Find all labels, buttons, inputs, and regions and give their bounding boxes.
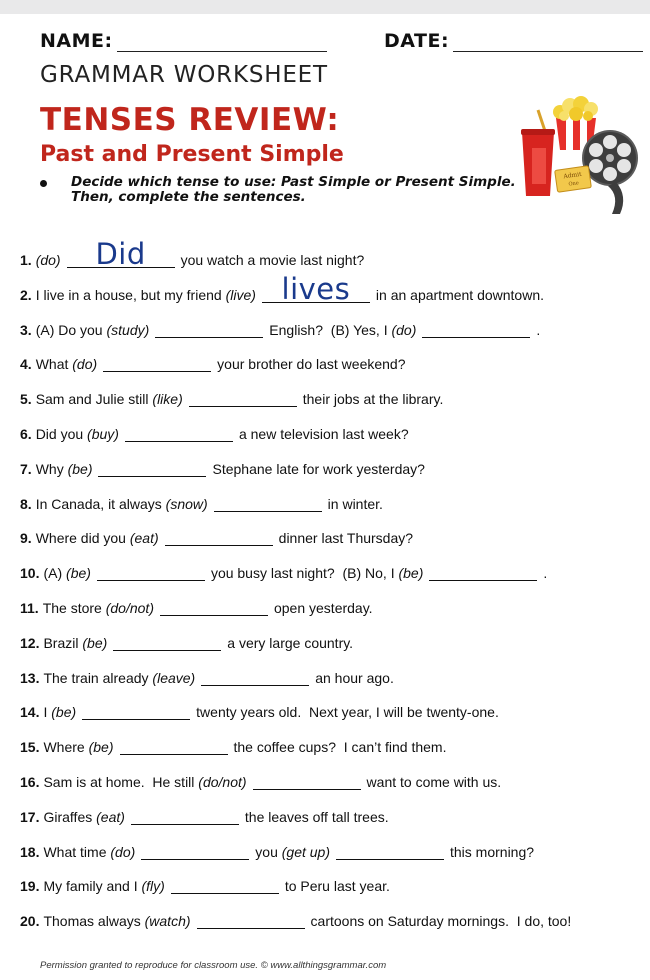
verb-hint: (fly) xyxy=(141,878,165,895)
question-text: an hour ago. xyxy=(315,669,394,686)
question-text: want to come with us. xyxy=(366,774,502,790)
question-number: 5. xyxy=(20,391,32,408)
question-text: the coffee cups? I can’t find them. xyxy=(233,739,447,756)
question-number: 16. xyxy=(20,774,40,790)
answer-blank[interactable] xyxy=(82,699,190,720)
page-title: TENSES REVIEW: xyxy=(40,102,340,138)
answer-blank[interactable] xyxy=(171,873,279,894)
question-row xyxy=(20,907,571,929)
question-text: to Peru last year. xyxy=(284,878,390,895)
question-number: 9. xyxy=(20,530,32,547)
verb-hint: (be) xyxy=(51,704,77,721)
question-text: Did you xyxy=(35,426,88,442)
verb-hint: (do) xyxy=(110,843,136,860)
question-number: 12. xyxy=(20,634,40,651)
question-text: English? (B) Yes, I xyxy=(269,321,392,338)
handwritten-answer: lives xyxy=(281,271,351,306)
instruction-line-2: Then, complete the sentences. xyxy=(71,189,306,205)
question-text: In Canada, it always xyxy=(35,495,166,512)
answer-blank[interactable] xyxy=(97,560,205,581)
answer-blank[interactable] xyxy=(197,908,305,929)
question-text: Sam is at home. He still xyxy=(43,774,199,790)
question-number: 8. xyxy=(20,495,32,512)
question-text: in an apartment downtown. xyxy=(375,286,545,303)
question-text: Where did you xyxy=(35,530,130,547)
question-row xyxy=(20,559,547,581)
question-number: 1. xyxy=(20,252,32,268)
answer-blank[interactable] xyxy=(98,456,206,477)
question-row xyxy=(20,455,425,477)
answer-blank[interactable] xyxy=(113,630,221,651)
question-number: 18. xyxy=(20,843,40,860)
question-row xyxy=(20,803,389,825)
question-number: 14. xyxy=(20,704,40,721)
question-text: . xyxy=(543,565,548,582)
answer-blank[interactable] xyxy=(422,317,530,338)
answer-blank[interactable] xyxy=(120,734,228,755)
answer-blank[interactable] xyxy=(103,351,211,372)
question-text: The train already xyxy=(43,669,153,686)
question-text: What time xyxy=(43,843,111,860)
answer-blank[interactable] xyxy=(336,839,444,860)
date-blank[interactable] xyxy=(453,33,643,52)
question-number: 17. xyxy=(20,808,40,825)
question-text: twenty years old. Next year, I will be twenty-one. xyxy=(196,704,499,721)
worksheet-title: GRAMMAR WORKSHEET xyxy=(40,62,328,88)
answer-blank[interactable] xyxy=(189,386,297,407)
date-label: DATE: xyxy=(384,30,450,52)
question-row xyxy=(20,872,390,894)
question-row xyxy=(20,237,365,271)
question-text: (A) xyxy=(43,565,67,582)
answer-blank[interactable] xyxy=(429,560,537,581)
question-text: this morning? xyxy=(450,843,535,860)
answer-blank[interactable] xyxy=(262,271,370,306)
answer-blank[interactable] xyxy=(125,421,233,442)
worksheet-page xyxy=(0,14,650,980)
name-label: NAME: xyxy=(40,30,113,52)
admit-one-ticket-icon xyxy=(555,166,592,193)
verb-hint: (eat) xyxy=(96,808,125,825)
question-text: you watch a movie last night? xyxy=(180,252,365,268)
question-number: 7. xyxy=(20,460,32,477)
answer-blank[interactable] xyxy=(141,839,249,860)
question-row xyxy=(20,698,499,720)
answer-blank[interactable] xyxy=(165,525,273,546)
verb-hint: (eat) xyxy=(129,530,159,547)
question-row xyxy=(20,629,353,651)
question-number: 6. xyxy=(20,426,32,442)
question-text: Brazil xyxy=(43,634,83,651)
question-row xyxy=(20,385,443,407)
question-text: a very large country. xyxy=(227,634,354,651)
verb-hint: (do) xyxy=(72,356,98,373)
question-text: My family and I xyxy=(43,878,142,895)
verb-hint: (do) xyxy=(35,252,61,268)
movie-clipart-icon xyxy=(516,92,640,216)
answer-blank[interactable] xyxy=(253,769,361,790)
question-text: you busy last night? (B) No, I xyxy=(210,565,399,582)
question-number: 2. xyxy=(20,286,32,303)
question-row xyxy=(20,271,545,306)
verb-hint: (be) xyxy=(82,634,108,651)
verb-hint: (do/not) xyxy=(105,600,154,616)
verb-hint: (be) xyxy=(66,565,91,582)
question-text: Stephane late for work yesterday? xyxy=(212,460,425,477)
verb-hint: (be) xyxy=(67,460,93,477)
question-number: 10. xyxy=(20,565,40,582)
verb-hint: (buy) xyxy=(87,426,119,442)
copyright-footer: Permission granted to reproduce for classroom use. © www.allthingsgrammar.com xyxy=(40,960,387,971)
question-row xyxy=(20,524,413,546)
answer-blank[interactable] xyxy=(160,595,268,616)
verb-hint: (watch) xyxy=(144,913,191,930)
question-row xyxy=(20,420,409,442)
question-text: the leaves off tall trees. xyxy=(244,808,389,825)
question-text: in winter. xyxy=(327,495,383,512)
question-number: 4. xyxy=(20,356,32,373)
question-number: 15. xyxy=(20,739,40,756)
handwritten-answer: Did xyxy=(95,237,146,271)
question-text: your brother do last weekend? xyxy=(217,356,406,373)
verb-hint: (be) xyxy=(398,565,424,582)
ticket-text-2: One xyxy=(568,180,580,188)
answer-blank[interactable] xyxy=(155,317,263,338)
question-text: cartoons on Saturday mornings. I do, too! xyxy=(310,913,572,930)
answer-blank[interactable] xyxy=(131,804,239,825)
verb-hint: (get up) xyxy=(281,843,330,860)
question-number: 19. xyxy=(20,878,40,895)
question-number: 11. xyxy=(20,600,39,616)
question-text: The store xyxy=(42,600,106,616)
question-row xyxy=(20,316,540,338)
page-subtitle: Past and Present Simple xyxy=(40,142,344,167)
verb-hint: (leave) xyxy=(152,669,196,686)
question-text: I live in a house, but my friend xyxy=(35,286,226,303)
answer-blank[interactable] xyxy=(201,665,309,686)
question-text: I xyxy=(43,704,52,721)
question-number: 13. xyxy=(20,669,40,686)
question-text: (A) Do you xyxy=(35,321,107,338)
answer-blank[interactable] xyxy=(67,237,175,271)
bullet-icon xyxy=(40,180,47,187)
question-text: dinner last Thursday? xyxy=(278,530,414,547)
question-text: Where xyxy=(43,739,89,756)
question-text: you xyxy=(255,843,282,860)
question-text: their jobs at the library. xyxy=(302,391,444,408)
drink-cup-icon xyxy=(521,110,555,196)
question-text: Giraffes xyxy=(43,808,97,825)
verb-hint: (be) xyxy=(88,739,114,756)
question-number: 20. xyxy=(20,913,40,930)
verb-hint: (do) xyxy=(391,321,417,338)
verb-hint: (snow) xyxy=(165,495,208,512)
question-row xyxy=(20,594,373,616)
answer-blank[interactable] xyxy=(214,491,322,512)
question-row xyxy=(20,664,394,686)
verb-hint: (live) xyxy=(225,286,256,303)
question-text: a new television last week? xyxy=(238,426,409,442)
verb-hint: (do/not) xyxy=(198,774,247,790)
question-text: open yesterday. xyxy=(273,600,373,616)
question-text: Sam and Julie still xyxy=(35,391,153,408)
question-text: Thomas always xyxy=(43,913,145,930)
question-row xyxy=(20,838,534,860)
name-blank[interactable] xyxy=(117,33,327,52)
question-text: . xyxy=(536,321,541,338)
question-text: What xyxy=(35,356,73,373)
question-text: Why xyxy=(35,460,68,477)
question-row xyxy=(20,768,501,790)
verb-hint: (like) xyxy=(152,391,183,408)
verb-hint: (study) xyxy=(106,321,150,338)
film-reel-icon xyxy=(582,130,638,214)
date-field xyxy=(384,30,643,52)
ticket-text-1: Admit xyxy=(563,170,583,181)
question-number: 3. xyxy=(20,321,32,338)
question-row xyxy=(20,733,446,755)
question-row xyxy=(20,490,383,512)
name-field xyxy=(40,30,327,52)
instruction-line-1: Decide which tense to use: Past Simple or Present Simple. xyxy=(71,174,516,190)
question-row xyxy=(20,350,406,372)
